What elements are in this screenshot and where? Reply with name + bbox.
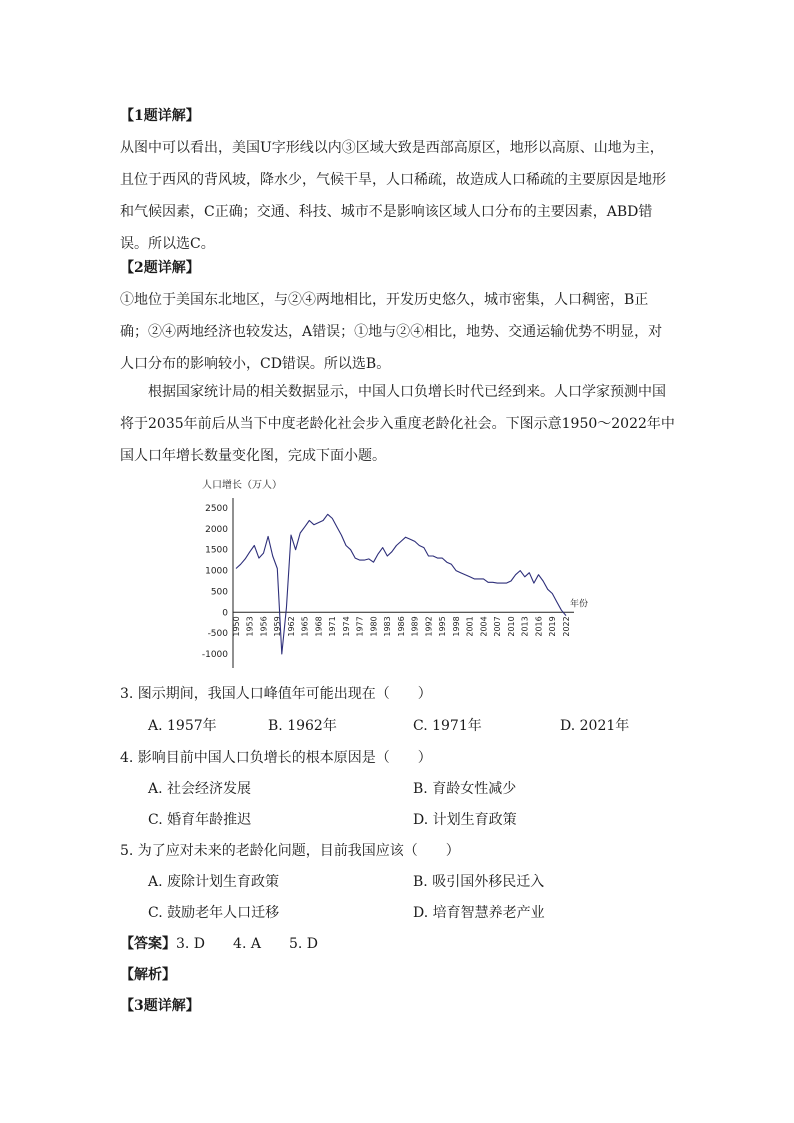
y-tick-label: 1500 xyxy=(205,545,228,556)
x-tick-label: 1995 xyxy=(438,616,448,637)
question-4-option-d: D. 计划生育政策 xyxy=(413,812,517,828)
x-tick-label: 2007 xyxy=(493,616,503,637)
x-tick-label: 2010 xyxy=(507,616,516,637)
population-growth-chart xyxy=(196,476,596,676)
y-axis-label: 人口增长（万人） xyxy=(202,480,282,491)
x-tick-label: 1983 xyxy=(383,616,393,637)
x-tick-label: 2004 xyxy=(479,616,489,637)
question-5-option-b: B. 吸引国外移民迁入 xyxy=(413,874,545,890)
x-tick-label: 2022 xyxy=(562,616,571,637)
question-4-option-b: B. 育龄女性减少 xyxy=(413,781,517,797)
analysis-header: 【解析】 xyxy=(120,967,176,983)
x-tick-label: 1977 xyxy=(355,616,365,637)
y-tick-label: 2000 xyxy=(205,524,228,535)
question-5-stem: 5. 为了应对未来的老龄化问题，目前我国应该（ ） xyxy=(120,843,460,859)
question-5-option-d: D. 培育智慧养老产业 xyxy=(413,905,545,921)
answer-label: 【答案】 xyxy=(120,936,176,952)
y-tick-label: 2500 xyxy=(205,504,228,514)
question-3-option-c: C. 1971年 xyxy=(413,718,482,734)
y-tick-label: -1000 xyxy=(201,650,228,660)
question-5-option-a: A. 废除计划生育政策 xyxy=(148,874,280,890)
x-tick-label: 1962 xyxy=(287,616,296,637)
question-4-option-a: A. 社会经济发展 xyxy=(148,781,252,797)
x-tick-label: 1971 xyxy=(328,616,338,637)
y-tick-label: 0 xyxy=(222,608,228,619)
question-4-stem: 4. 影响目前中国人口负增长的根本原因是（ ） xyxy=(120,750,432,766)
x-tick-label: 1980 xyxy=(369,616,379,637)
x-tick-label: 1992 xyxy=(424,616,434,637)
q2-explanation-text: ①地位于美国东北地区，与②④两地相比，开发历史悠久，城市密集，人口稠密，B正确；②④两地经济也较发达，A错误；①地与②④相比，地势、交通运输优势不明显，对人口分布的影响较小，CD错误。所以选B。 xyxy=(120,292,663,372)
y-tick-label: 1000 xyxy=(205,566,228,577)
question-5-option-c: C. 鼓励老年人口迁移 xyxy=(148,905,280,921)
answer-line xyxy=(120,928,318,960)
x-tick-label: 1959 xyxy=(273,616,283,637)
question-3-option-b: B. 1962年 xyxy=(268,718,337,734)
answer-values: 3. D 4. A 5. D xyxy=(176,936,318,952)
x-tick-label: 1974 xyxy=(342,616,351,637)
passage-intro: 根据国家统计局的相关数据显示，中国人口负增长时代已经到来。人口学家预测中国将于2035年前后从当下中度老龄化社会步入重度老龄化社会。下图示意1950～2022年中国人口年增长数量变化图，完成下面小题。 xyxy=(120,384,675,464)
x-tick-label: 2013 xyxy=(520,616,530,637)
y-tick-label: 500 xyxy=(210,587,228,598)
x-tick-label: 1989 xyxy=(410,616,420,637)
x-tick-label: 1950 xyxy=(232,616,241,637)
x-tick-label: 1956 xyxy=(259,616,269,637)
q1-explanation-header: 【1题详解】 xyxy=(120,108,200,124)
question-3-option-a: A. 1957年 xyxy=(148,718,217,734)
x-tick-label: 1968 xyxy=(314,616,324,637)
q3-explanation-header: 【3题详解】 xyxy=(120,998,200,1014)
question-4-option-c: C. 婚育年龄推迟 xyxy=(148,812,252,828)
x-tick-label: 1965 xyxy=(300,616,310,637)
y-tick-label: -500 xyxy=(207,629,228,640)
q1-explanation-text: 从图中可以看出，美国U字形线以内③区域大致是西部高原区，地形以高原、山地为主，且位于西风的背风坡，降水少，气候干旱，人口稀疏，故造成人口稀疏的主要原因是地形和气候因素，C正确；交通、科技、城市不是影响该区域人口分布的主要因素，ABD错误。所以选C。 xyxy=(120,140,666,252)
x-axis-label: 年份 xyxy=(570,599,589,610)
x-tick-label: 1953 xyxy=(245,616,255,637)
x-tick-label: 1986 xyxy=(397,616,406,637)
x-tick-label: 2016 xyxy=(534,616,544,637)
question-3-option-d: D. 2021年 xyxy=(560,718,630,734)
x-tick-label: 2001 xyxy=(465,616,475,637)
question-3-stem: 3. 图示期间，我国人口峰值年可能出现在（ ） xyxy=(120,686,432,702)
x-tick-label: 1998 xyxy=(452,616,461,637)
x-tick-label: 2019 xyxy=(548,616,558,637)
q2-explanation-header: 【2题详解】 xyxy=(120,260,200,276)
